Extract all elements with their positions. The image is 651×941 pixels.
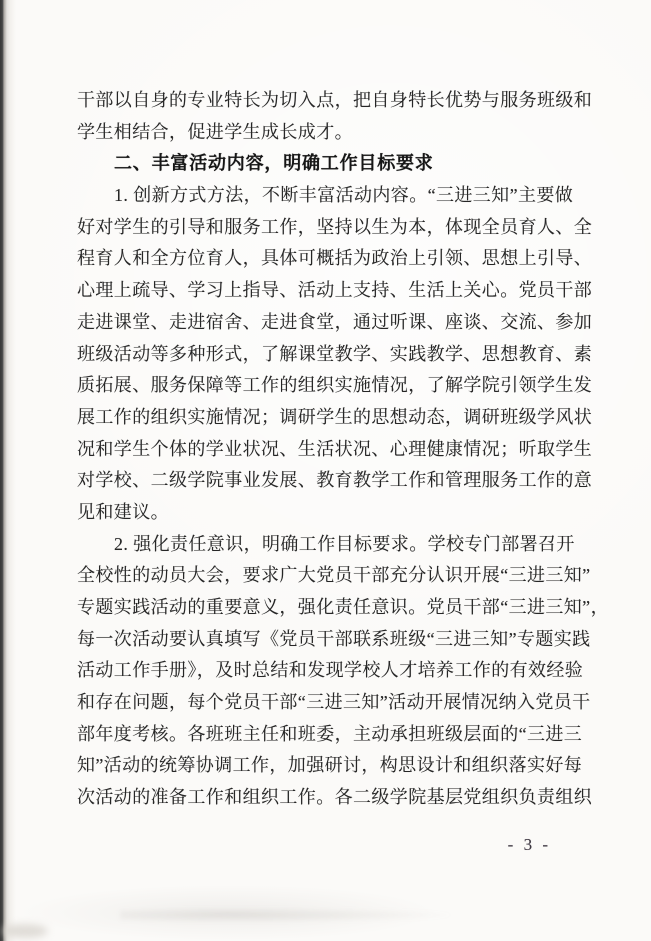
scan-smudge (120, 908, 450, 922)
text-line: 质拓展、服务保障等工作的组织实施情况，了解学院引领学生发 (77, 375, 593, 396)
text-line: 班级活动等多种形式，了解课堂教学、实践教学、思想教育、素 (77, 343, 593, 364)
scan-smudge-corner (2, 924, 48, 938)
text-line: 学生相结合，促进学生成长成才。 (77, 121, 353, 142)
text-line: 程育人和全方位育人，具体可概括为政治上引领、思想上引导、 (77, 248, 593, 269)
scan-edge-shadow (0, 0, 16, 941)
text-line: 况和学生个体的学业状况、生活状况、心理健康情况；听取学生 (77, 438, 593, 459)
page-number: - 3 - (507, 835, 551, 854)
text-line: 好对学生的引导和服务工作，坚持以生为本，体现全员育人、全 (77, 216, 593, 237)
text-line: 专题实践活动的重要意义，强化责任意识。党员干部“三进三知”， (77, 597, 609, 617)
text-line: 展工作的组织实施情况；调研学生的思想动态，调研班级学风状 (77, 406, 593, 427)
text-line: 和存在问题，每个党员干部“三进三知”活动开展情况纳入党员干 (77, 692, 591, 713)
text-line: 2. 强化责任意识，明确工作目标要求。学校专门部署召开 (114, 533, 575, 554)
text-line: 见和建议。 (77, 501, 169, 522)
text-line: 每一次活动要认真填写《党员干部联系班级“三进三知”专题实践 (77, 628, 591, 649)
text-line: 知”活动的统筹协调工作，加强研讨，构思设计和组织落实好每 (77, 755, 583, 776)
text-line: 活动工作手册》，及时总结和发现学校人才培养工作的有效经验 (77, 660, 584, 681)
text-line: 心理上疏导、学习上指导、活动上支持、生活上关心。党员干部 (77, 280, 593, 301)
text-line: 全校性的动员大会，要求广大党员干部充分认识开展“三进三知” (77, 565, 591, 586)
text-line: 部年度考核。各班班主任和班委，主动承担班级层面的“三进三 (77, 723, 583, 744)
text-line: 对学校、二级学院事业发展、教育教学工作和管理服务工作的意 (77, 470, 593, 491)
section-heading: 二、丰富活动内容，明确工作目标要求 (114, 153, 434, 174)
text-line: 1. 创新方式方法，不断丰富活动内容。“三进三知”主要做 (114, 185, 574, 206)
text-line: 干部以自身的专业特长为切入点，把自身特长优势与服务班级和 (77, 90, 593, 110)
text-line: 次活动的准备工作和组织工作。各二级学院基层党组织负责组织 (77, 787, 593, 808)
document-body (77, 85, 609, 814)
text-line: 走进课堂、走进宿舍、走进食堂，通过听课、座谈、交流、参加 (77, 311, 593, 332)
